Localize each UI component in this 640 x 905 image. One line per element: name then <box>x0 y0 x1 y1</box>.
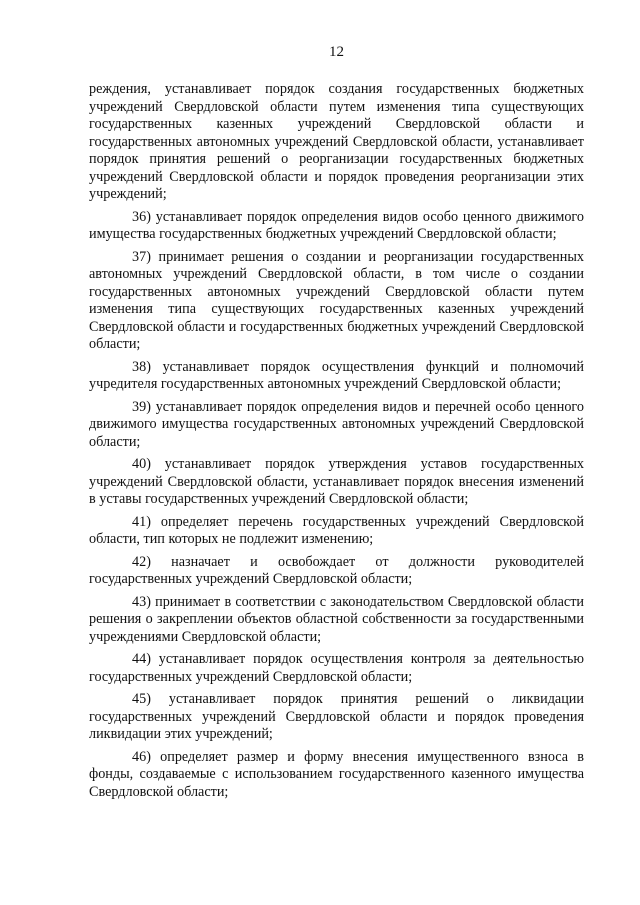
paragraph-item-43: 43) принимает в соответствии с законодательством Свердловской области решения о закреплении объектов областной собственности за государственными учреждениями Свердловской области; <box>89 593 584 645</box>
paragraph-item-42: 42) назначает и освобождает от должности руководителей государственных учреждений Свердловской области; <box>89 553 584 587</box>
paragraph-item-40: 40) устанавливает порядок утверждения уставов государственных учреждений Свердловской области, устанавливает порядок внесения изменений в уставы государственных учреждений Свердловской области; <box>89 456 584 507</box>
paragraph-item-41: 41) определяет перечень государственных учреждений Свердловской области, тип которых не подлежит изменению; <box>89 513 584 547</box>
paragraph-item-37: 37) принимает решения о создании и реорганизации государственных автономных учреждений Свердловской области, в том числе о создании государственных автономных учреждений Свердловской области путем изменения типа существующих государственных казенных учреждений Свердловской области и государственных бюджетных учреждений Свердловской области; <box>89 248 584 352</box>
paragraph-item-46: 46) определяет размер и форму внесения имущественного взноса в фонды, создаваемые с использованием государственного казенного имущества Свердловской области; <box>89 748 584 800</box>
document-body <box>89 81 584 801</box>
paragraph-item-39: 39) устанавливает порядок определения видов и перечней особо ценного движимого имущества государственных автономных учреждений Свердловской области; <box>89 398 584 450</box>
paragraph-item-44: 44) устанавливает порядок осуществления контроля за деятельностью государственных учреждений Свердловской области; <box>89 651 584 685</box>
paragraph-item-45: 45) устанавливает порядок принятия решений о ликвидации государственных учреждений Свердловской области и порядок проведения ликвидации этих учреждений; <box>89 691 584 742</box>
paragraph-item-36: 36) устанавливает порядок определения видов особо ценного движимого имущества государственных бюджетных учреждений Свердловской области; <box>89 208 584 242</box>
paragraph-item-38: 38) устанавливает порядок осуществления функций и полномочий учредителя государственных автономных учреждений Свердловской области; <box>89 358 584 392</box>
paragraph-continuation: реждения, устанавливает порядок создания государственных бюджетных учреждений Свердловской области путем изменения типа существующих государственных казенных учреждений Свердловской области и государственных автономных учреждений Свердловской области, устанавливает порядок принятия решений о реорганизации государственных бюджетных учреждений Свердловской области и порядок проведения реорганизации этих учреждений; <box>89 81 584 202</box>
page-number: 12 <box>329 44 344 60</box>
